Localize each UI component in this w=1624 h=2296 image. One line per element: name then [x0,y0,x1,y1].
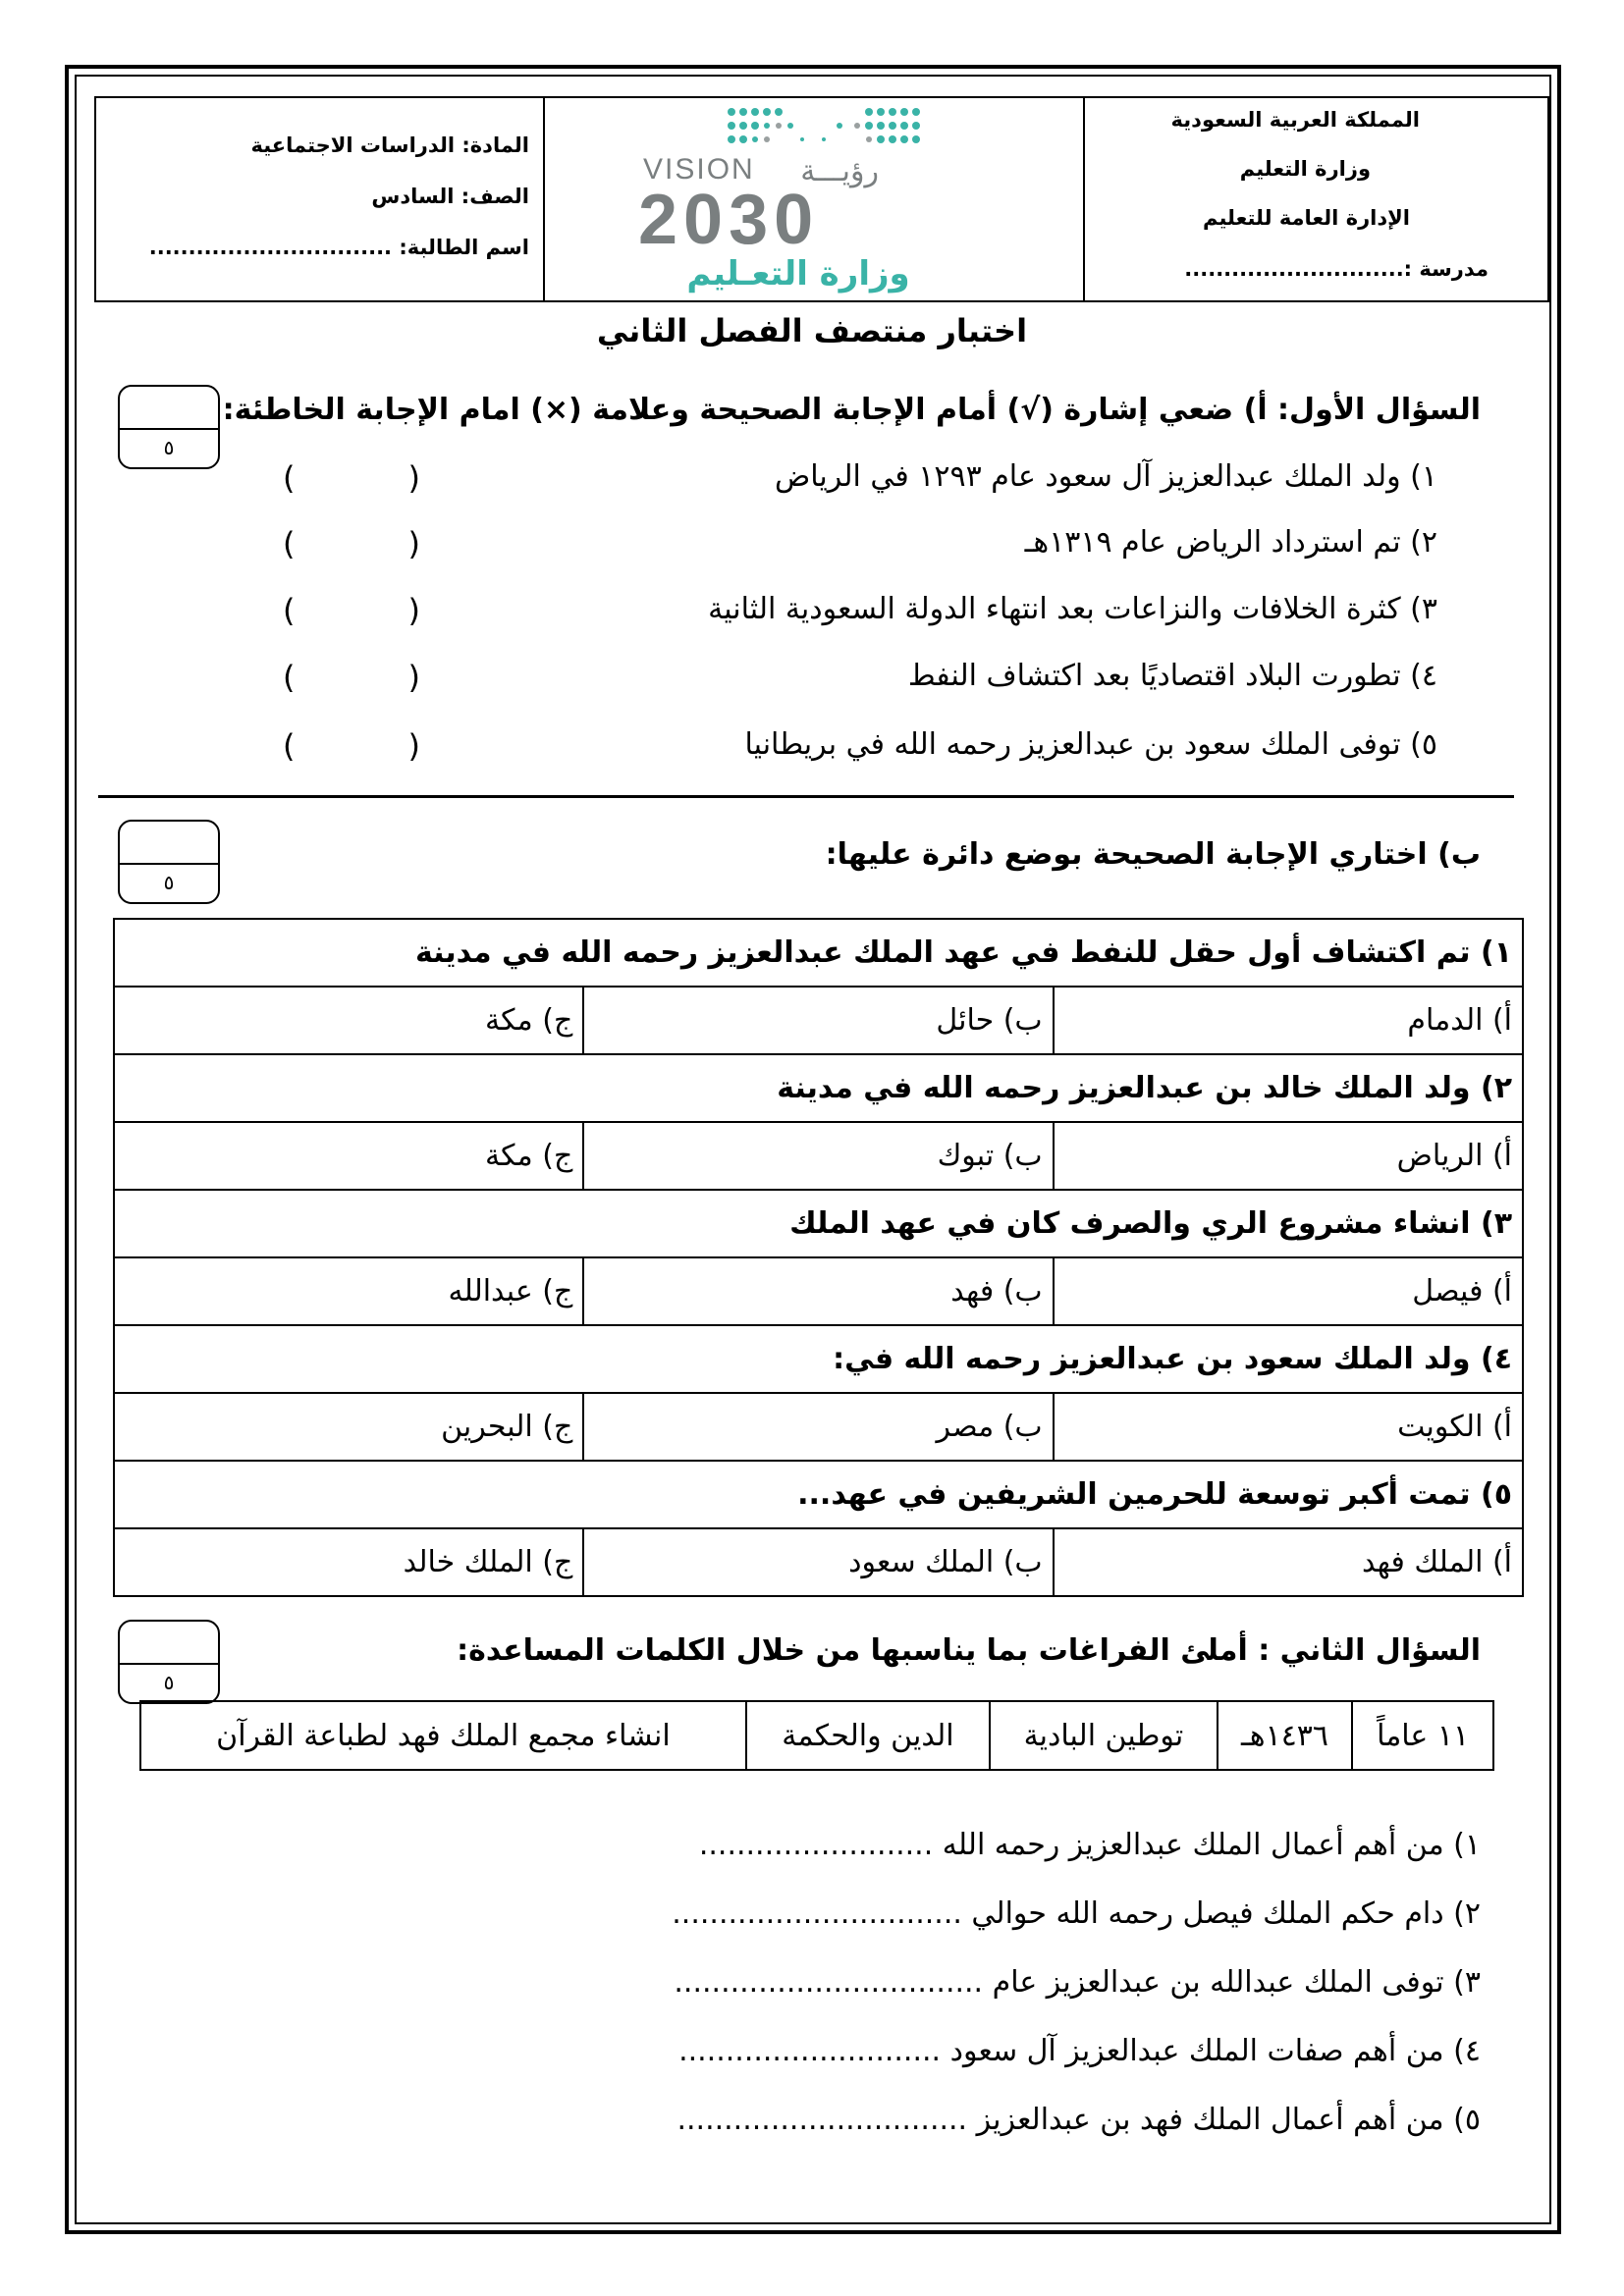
mcq-5-option-b[interactable]: ب) الملك سعود [583,1528,1053,1596]
mcq-question-1: ١) تم اكتشاف أول حقل للنفط في عهد الملك عبدالعزيز رحمه الله في مدينة [114,919,1523,987]
mcq-4-option-b[interactable]: ب) مصر [583,1393,1053,1461]
mcq-question-5: ٥) تمت أكبر توسعة للحرمين الشريفين في عهد... [114,1461,1523,1528]
word-bank-item-2: ١٤٣٦هـ [1218,1701,1352,1770]
word-bank-item-5: انشاء مجمع الملك فهد لطباعة القرآن [140,1701,746,1770]
answer-parens-4[interactable]: ( ) [283,659,420,696]
word-bank-item-1: ١١ عاماً [1352,1701,1493,1770]
mcq-2-option-a[interactable]: أ) الرياض [1054,1122,1523,1190]
header-box [94,96,1549,302]
section-divider [98,795,1514,798]
mcq-2-option-b[interactable]: ب) تبوك [583,1122,1053,1190]
q2-item-4[interactable]: ٤) من أهم صفات الملك عبدالعزيز آل سعود ............................ [678,2034,1481,2068]
header-student-info [96,98,543,300]
q2-item-1[interactable]: ١) من أهم أعمال الملك عبدالعزيز رحمه الله ......................... [698,1828,1481,1862]
mcq-4-option-a[interactable]: أ) الكويت [1054,1393,1523,1461]
mcq-1-option-b[interactable]: ب) حائل [583,987,1053,1054]
word-bank-item-3: توطين البادية [990,1701,1218,1770]
mcq-5-option-a[interactable]: أ) الملك فهد [1054,1528,1523,1596]
q2-item-3[interactable]: ٣) توفى الملك عبدالله بن عبدالعزيز عام ................................. [674,1965,1481,2000]
mcq-question-4: ٤) ولد الملك سعود بن عبدالعزيز رحمه الله في: [114,1325,1523,1393]
logo-vision-ar-text: رؤيـــة [800,154,879,188]
answer-parens-5[interactable]: ( ) [283,727,420,765]
word-bank [139,1700,1494,1771]
mcq-4-option-c[interactable]: ج) البحرين [114,1393,583,1461]
q1a-item-1: ١) ولد الملك عبدالعزيز آل سعود عام ١٢٩٣ في الرياض [775,459,1437,494]
mcq-question-3: ٣) انشاء مشروع الري والصرف كان في عهد الملك [114,1190,1523,1257]
subject-label: المادة: الدراسات الاجتماعية [250,133,529,157]
country-label: المملكة العربية السعودية [1170,108,1420,132]
mcq-question-2: ٢) ولد الملك خالد بن عبدالعزيز رحمه الله في مدينة [114,1054,1523,1122]
mcq-5-option-c[interactable]: ج) الملك خالد [114,1528,583,1596]
ministry-label: وزارة التعليم [1239,157,1371,181]
q1a-item-2: ٢) تم استرداد الرياض عام ١٣١٩هـ [1024,525,1437,560]
mcq-3-option-b[interactable]: ب) فهد [583,1257,1053,1325]
score-box-q2: ٥ [118,1620,220,1704]
score-box-q1b: ٥ [118,820,220,904]
exam-title: اختبار منتصف الفصل الثاني [596,312,1028,349]
q1a-item-4: ٤) تطورت البلاد اقتصاديًا بعد اكتشاف النفط [907,659,1437,693]
mcq-3-option-c[interactable]: ج) عبدالله [114,1257,583,1325]
answer-parens-1[interactable]: ( ) [283,459,420,497]
header-school-info [1083,98,1547,300]
mcq-1-option-c[interactable]: ج) مكة [114,987,583,1054]
q2-heading: السؤال الثاني : أملئ الفراغات بما يناسبها من خلال الكلمات المساعدة: [457,1633,1481,1668]
answer-parens-2[interactable]: ( ) [283,525,420,562]
logo-year-text: 2030 [638,181,820,259]
mcq-2-option-c[interactable]: ج) مكة [114,1122,583,1190]
score-box-q1a [118,385,220,469]
vision-2030-logo [545,98,1081,300]
logo-vision-text: VISION [643,153,755,186]
student-name-field[interactable]: اسم الطالبة: ............................... [148,236,529,259]
q2-item-2[interactable]: ٢) دام حكم الملك فيصل رحمه الله حوالي ............................... [672,1896,1481,1931]
q1b-heading: ب) اختاري الإجابة الصحيحة بوضع دائرة عليها: [825,837,1481,872]
score-value: ٥ [163,436,175,459]
word-bank-item-4: الدين والحكمة [746,1701,990,1770]
header-logo [543,98,1083,300]
school-field: مدرسة :............................ [1184,257,1489,281]
logo-ministry-text: وزارة التعـليم [686,254,910,294]
mcq-table [113,918,1524,1597]
mcq-3-option-a[interactable]: أ) فيصل [1054,1257,1523,1325]
mcq-1-option-a[interactable]: أ) الدمام [1054,987,1523,1054]
grade-label: الصف: السادس [371,185,529,208]
q1a-item-3: ٣) كثرة الخلافات والنزاعات بعد انتهاء الدولة السعودية الثانية [708,592,1437,626]
answer-parens-3[interactable]: ( ) [283,592,420,629]
q1a-heading: السؤال الأول: أ) ضعي إشارة (√) أمام الإجابة الصحيحة وعلامة (×) امام الإجابة الخاطئة: [222,393,1481,427]
q2-item-5[interactable]: ٥) من أهم أعمال الملك فهد بن عبدالعزيز ............................... [677,2103,1481,2137]
q1a-item-5: ٥) توفى الملك سعود بن عبدالعزيز رحمه الله في بريطانيا [744,727,1437,762]
directorate-label: الإدارة العامة للتعليم [1203,206,1410,230]
